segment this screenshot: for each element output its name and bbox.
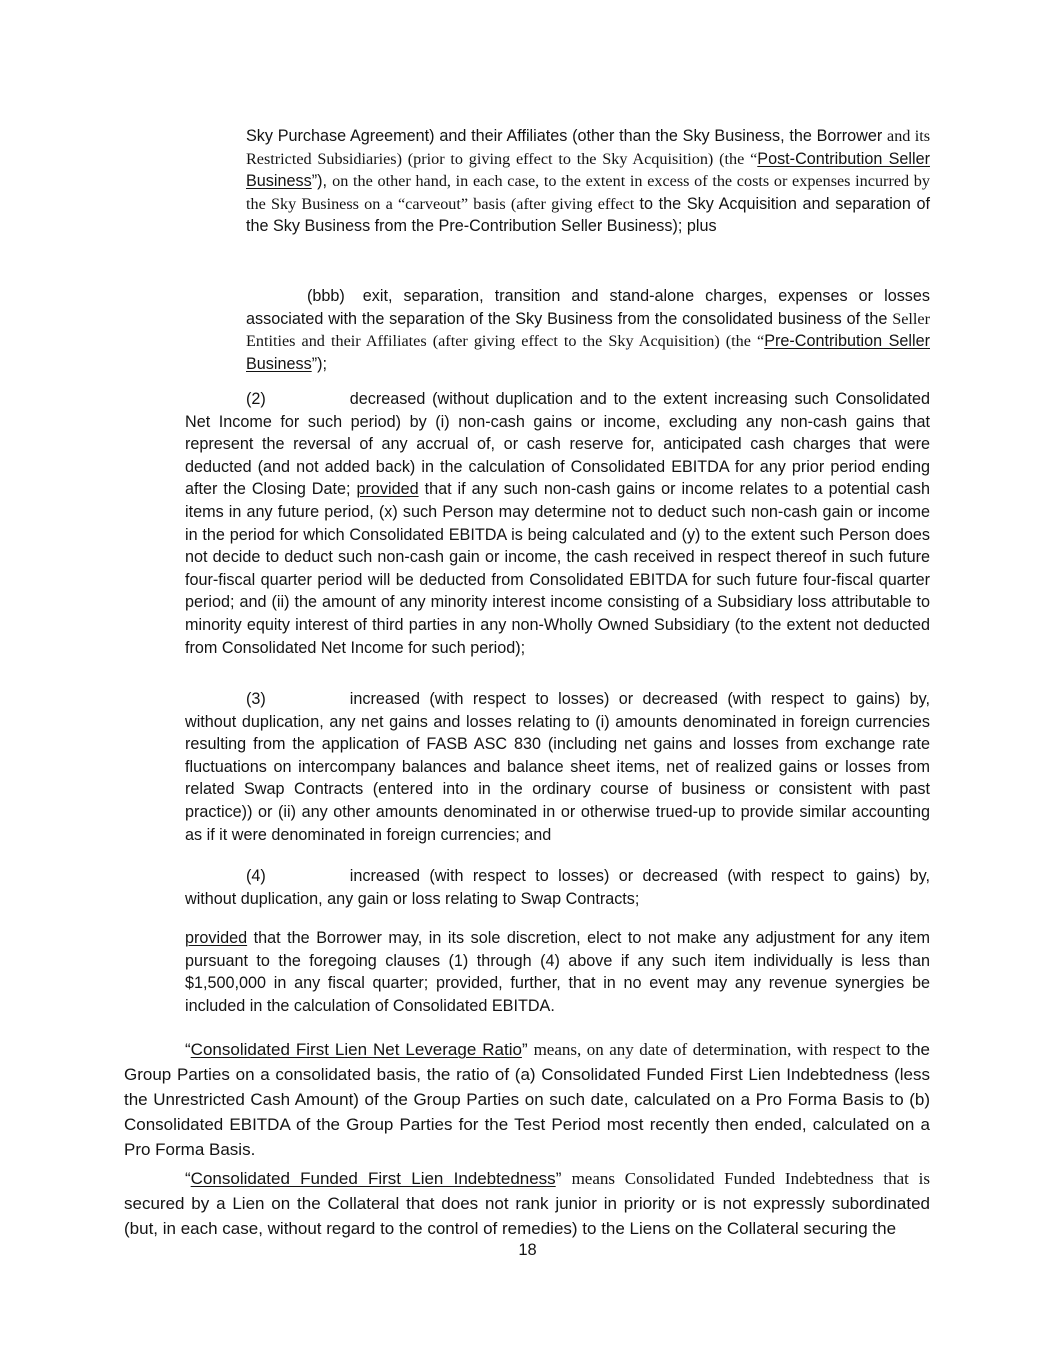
text-run: “ (185, 1040, 191, 1059)
text-run: secured by a Lien on the Collateral that does not rank junior in priority or is not expressly subordinated (but, in each case, without regard to the control of remedies) to the Liens on the Collateral securing the (124, 1194, 930, 1238)
defined-term-underline: provided (185, 929, 248, 947)
text-run: that the Borrower may, in its sole discretion, elect to not make any adjustment for any item pursuant to the foregoing clauses (1) through (4) above if any such item individually is less than $1,500,000 in any fiscal quarter; provided, further, that in no event may any revenue synergies be included in the calculation of Consolidated EBITDA. (185, 929, 930, 1015)
text-run: on the other hand, in each case, to the extent in excess of the costs or expenses incurred by the Sky Business on a “carveout” basis (after giving effect (246, 172, 930, 213)
defined-term-underline: Consolidated Funded First Lien Indebtedness (190, 1169, 556, 1188)
defined-term-underline: provided (356, 480, 419, 499)
text-run: (3) (246, 690, 266, 708)
para-post-contribution-seller-business (246, 125, 930, 238)
page-number: 18 (518, 1241, 537, 1259)
text-run: to the Sky Acquisition and separation of the Sky Business from the Pre-Contribution Seller Business); plus (246, 194, 930, 236)
text-run: and its Restricted Subsidiaries) (prior to giving effect to the Sky Acquisition) (the “ (246, 127, 930, 168)
text-run: decreased (without duplication and to the extent increasing such Consolidated Net Income for such period) by (i) non-cash gains or income, excluding any non-cash gains that represent the reversal of any accrual of, or cash reserve for, anticipated cash charges that were deducted (and not added back) in the calculation of Consolidated EBITDA for any prior period ending after the Closing Date; (185, 390, 930, 499)
para-def-consolidated-funded-first-lien-indebtedness (124, 1166, 930, 1241)
para-clause-2-decreased (185, 388, 930, 659)
text-run: (2) (246, 390, 266, 408)
text-run: increased (with respect to losses) or decreased (with respect to gains) by, without duplication, any gain or loss relating to Swap Contracts; (185, 867, 930, 908)
text-run: ” (521, 1040, 534, 1059)
para-bbb-pre-contribution-seller-business (246, 285, 930, 375)
text-run: means, on any date of determination, with respect (533, 1040, 887, 1059)
para-def-consolidated-first-lien-net-leverage-ratio (124, 1037, 930, 1162)
defined-term-underline: Pre-Contribution Seller Business (246, 332, 930, 373)
para-proviso (185, 927, 930, 1017)
text-run: ”), (311, 172, 333, 191)
text-run: (4) (246, 867, 266, 885)
text-run: exit, separation, transition and stand-alone charges, expenses or losses associated with the separation of the Sky Business from the consolidated business of the (246, 287, 930, 328)
text-run: ” (555, 1169, 572, 1188)
text-run: Seller Entities and their Affiliates (after giving effect to the Sky Acquisition) (the “ (246, 309, 930, 351)
text-run: Sky Purchase Agreement) and their Affiliates (other than the Sky Business, the Borrower (246, 127, 888, 145)
text-run: (bbb) (307, 287, 345, 305)
text-run: “ (185, 1169, 191, 1188)
defined-term-underline: Consolidated First Lien Net Leverage Ratio (190, 1040, 522, 1059)
text-run: increased (with respect to losses) or decreased (with respect to gains) by, without duplication, any net gains and losses relating to (i) amounts denominated in foreign currencies resulting from the application of FASB ASC 830 (including net gains and losses from exchange rate fluctuations on intercompany balances and balance sheet items, net of realized gains or losses from related Swap Contracts (entered into in the ordinary course of business or consistent with past practice)) or (ii) any other amounts denominated in or otherwise trued-up to provide similar accounting as if it were denominated in foreign currencies; and (185, 690, 930, 844)
defined-term-underline: Post-Contribution Seller Business (246, 149, 930, 191)
text-run: to the Group Parties on a consolidated basis, the ratio of (a) Consolidated Funded First Lien Indebtedness (less the Unrestricted Cash Amount) of the Group Parties on such date, calculated on a Pro Forma Basis to (b) Consolidated EBITDA of the Group Parties for the Test Period most recently then ended, calculated on a Pro Forma Basis. (124, 1040, 930, 1159)
para-clause-3-increased (185, 688, 930, 846)
text-run: means Consolidated Funded Indebtedness that is (571, 1169, 930, 1188)
text-run: that if any such non-cash gains or income relates to a potential cash items in any future period, (x) such Person may determine not to deduct such non-cash gain or income in the period for which Consolidated EBITDA is being calculated and (y) to the extent such Person does not decide to deduct such non-cash gain or income, the cash received in respect thereof in such future four-fiscal quarter period will be deducted from Consolidated EBITDA for such future four-fiscal quarter period; and (ii) the amount of any minority interest income consisting of a Subsidiary loss attributable to minority equity interest of third parties in any non-Wholly Owned Subsidiary (to the extent not deducted from Consolidated Net Income for such period); (185, 480, 931, 657)
para-clause-4-increased (185, 865, 930, 910)
text-run: ”); (311, 354, 327, 373)
